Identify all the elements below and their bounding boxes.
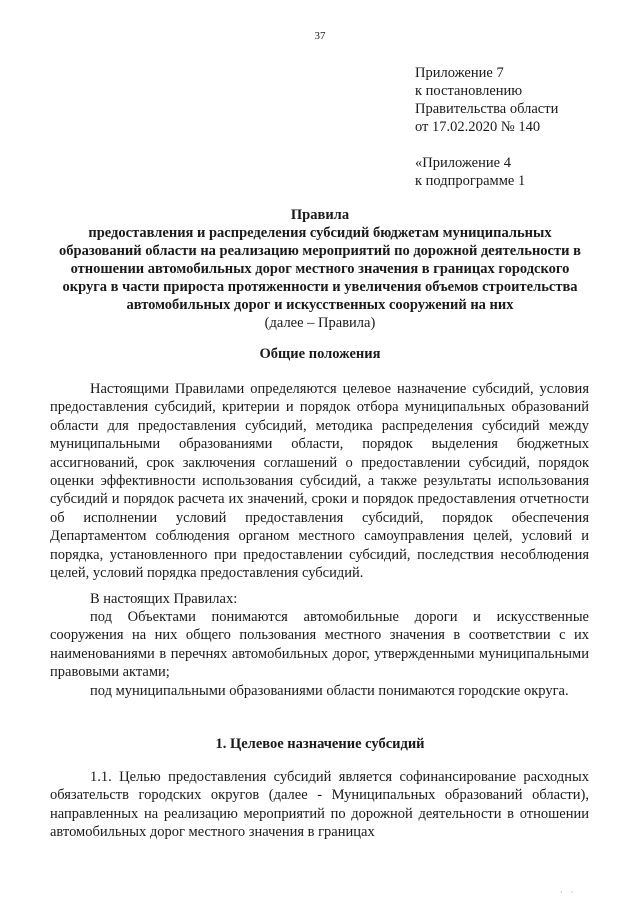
appendix-7-line-4: от 17.02.2020 № 140 bbox=[415, 119, 541, 135]
appendix-7-line-2: к постановлению bbox=[415, 83, 523, 99]
appendix-4-line-1: «Приложение 4 bbox=[415, 155, 511, 171]
section-1-heading: 1. Целевое назначение субсидий bbox=[215, 736, 425, 752]
appendix-4-header bbox=[415, 154, 525, 190]
appendix-7-line-3: Правительства области bbox=[415, 101, 559, 117]
general-paragraph-4: под муниципальными образованиями области понимаются городские округа. bbox=[90, 683, 569, 699]
general-paragraph-1: Настоящими Правилами определяются целевое назначение субсидий, условия предоставления субсидий, критерии и порядок отбора муниципальных образований области для предоставления субсидий, методика распределения субсидий между муниципальными образованиями области, порядок выделения бюджетных ассигнований, срок заключения соглашений о предоставлении субсидий, порядок оценки эффективности использования субсидий, а также результаты использования субсидий и порядок расчета их значений, сроки и порядок предоставления отчетности об исполнении условий предоставления субсидий, порядок обеспечения Департаментом соблюдения органом местного самоуправления целей, условий и порядка, установленного при предоставлении субсидий, последствия несоблюдения целей, условий порядка предоставления субсидий. bbox=[50, 381, 589, 582]
page-number: 37 bbox=[314, 30, 326, 42]
appendix-7-line-1: Приложение 7 bbox=[415, 65, 504, 81]
document-title: Правила bbox=[290, 207, 350, 223]
appendix-4-line-2: к подпрограмме 1 bbox=[415, 173, 526, 189]
general-paragraph-2: В настоящих Правилах: bbox=[90, 591, 238, 607]
footer-scan-marks: · · bbox=[560, 888, 577, 897]
general-paragraph-3: под Объектами понимаются автомобильные дороги и искусственные сооружения на них общего пользования местного значения в соответствии с их наименованиями в перечнях автомобильных дорог, утвержденными муниципальными правовыми актами; bbox=[50, 609, 589, 681]
document-title-note: (далее – Правила) bbox=[264, 315, 376, 331]
section-general-heading: Общие положения bbox=[259, 346, 381, 362]
document-title-block bbox=[50, 206, 590, 332]
document-subtitle: предоставления и распределения субсидий бюджетам муниципальных образований области на реализацию мероприятий по дорожной деятельности в отношении автомобильных дорог местного значения в границах городского округа в части прироста протяженности и увеличения объемов строительства автомобильных дорог и искусственных сооружений на них bbox=[59, 225, 581, 313]
section-1-paragraph-1: 1.1. Целью предоставления субсидий является софинансирование расходных обязательств городских округов (далее - Муниципальных образований области), направленных на реализацию мероприятий по дорожной деятельности в отношении автомобильных дорог местного значения в границах bbox=[50, 769, 589, 841]
appendix-7-header bbox=[415, 64, 558, 136]
